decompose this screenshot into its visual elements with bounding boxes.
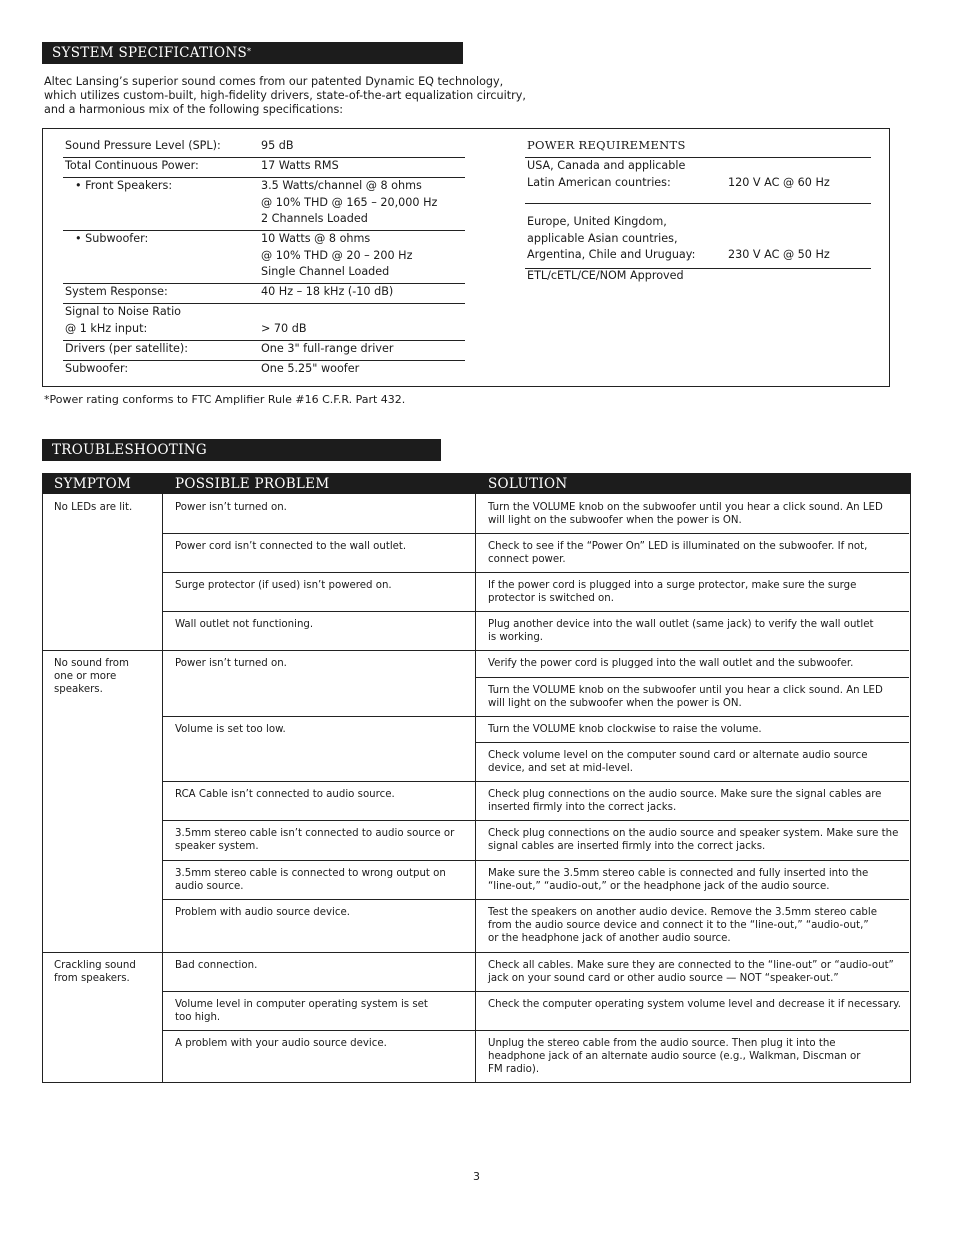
spec-row: [63, 341, 465, 361]
symptom-cell: No LEDs are lit.: [54, 502, 133, 513]
solution-cell: Turn the VOLUME knob on the subwoofer until you hear a click sound. An LED will light on the subwoofer when the power is ON.: [488, 685, 883, 709]
row-divider: [163, 860, 909, 861]
spec-value: [261, 284, 393, 301]
spec-value-line: 17 Watts RMS: [261, 159, 339, 172]
specs-intro: [44, 75, 544, 117]
problem-cell: Power isn’t turned on.: [175, 658, 287, 669]
page-number: 3: [473, 1170, 480, 1183]
spec-value-line: 40 Hz – 18 kHz (-10 dB): [261, 285, 394, 298]
problem-cell: Power isn’t turned on.: [175, 502, 287, 513]
spec-row: [63, 178, 465, 231]
spec-label-line: Sound Pressure Level (SPL):: [65, 139, 221, 152]
spec-value: [261, 231, 412, 281]
intro-line: Altec Lansing’s superior sound comes from our patented Dynamic EQ technology,: [44, 75, 504, 88]
solution-cell: Turn the VOLUME knob clockwise to raise the volume.: [488, 724, 762, 735]
problem-cell: Surge protector (if used) isn’t powered on.: [175, 580, 392, 591]
power-title: POWER REQUIREMENTS: [525, 138, 871, 158]
spec-value-line: 3.5 Watts/channel @ 8 ohms: [261, 179, 422, 192]
spec-value-line: [261, 304, 307, 321]
problem-cell: Bad connection.: [175, 960, 258, 971]
solution-cell: Check plug connections on the audio source. Make sure the signal cables are inserted firmly into the correct jacks.: [488, 789, 882, 813]
spec-label-line: System Response:: [65, 285, 168, 298]
spec-value: [261, 304, 307, 337]
spec-value-line: > 70 dB: [261, 321, 307, 335]
power-value: 230 V AC @ 50 Hz: [728, 248, 830, 261]
column-divider: [162, 494, 163, 1082]
problem-cell: Power cord isn’t connected to the wall outlet.: [175, 541, 407, 552]
problem-cell: Volume level in computer operating system is set too high.: [175, 999, 428, 1023]
specs-title-mark: *: [247, 47, 252, 56]
spec-value-line: 95 dB: [261, 139, 294, 152]
specifications-box: [42, 128, 890, 387]
troubleshooting-title-text: TROUBLESHOOTING: [52, 442, 207, 458]
intro-line: which utilizes custom-built, high-fidelity drivers, state-of-the-art equalization circuitry,: [44, 89, 526, 102]
spec-label: [65, 361, 128, 378]
row-divider: [43, 952, 909, 953]
row-divider: [476, 677, 909, 678]
spec-label: [65, 341, 188, 358]
spec-value-line: @ 10% THD @ 20 – 200 Hz: [261, 248, 413, 262]
row-divider: [476, 742, 909, 743]
power-value: 120 V AC @ 60 Hz: [728, 175, 830, 189]
power-label-line: Europe, United Kingdom,: [527, 215, 667, 228]
solution-cell: Verify the power cord is plugged into the wall outlet and the subwoofer.: [488, 658, 854, 669]
row-divider: [163, 1030, 909, 1031]
row-divider: [163, 572, 909, 573]
column-divider: [475, 494, 476, 1082]
spec-label-line: Signal to Noise Ratio: [65, 305, 182, 318]
solution-cell: Check all cables. Make sure they are connected to the “line-out” or “audio-out” jack on your sound card or other audio source — NOT “speaker-out.”: [488, 960, 894, 984]
solution-cell: Test the speakers on another audio device. Remove the 3.5mm stereo cable from the audio source device and connect it to the “line-out,” “audio-out,” or the headphone jack of another audio source.: [488, 907, 877, 944]
spec-label-line: Drivers (per satellite):: [65, 342, 188, 355]
row-divider: [163, 899, 909, 900]
spec-value-line: One 5.25" woofer: [261, 362, 360, 375]
spec-label-line: Total Continuous Power:: [65, 159, 199, 172]
power-label-line: applicable Asian countries,: [527, 231, 678, 245]
problem-cell: 3.5mm stereo cable isn’t connected to audio source or speaker system.: [175, 828, 455, 852]
power-section-americas: [525, 158, 871, 204]
spec-label-line: • Front Speakers:: [75, 179, 173, 192]
power-label-line: USA, Canada and applicable: [527, 159, 686, 172]
spec-label: [75, 231, 148, 248]
power-label-line: Argentina, Chile and Uruguay:: [527, 248, 696, 261]
spec-value-line: One 3" full-range driver: [261, 342, 394, 355]
solution-cell: Plug another device into the wall outlet (same jack) to verify the wall outlet is working.: [488, 619, 874, 643]
problem-cell: Problem with audio source device.: [175, 907, 350, 918]
row-divider: [163, 533, 909, 534]
problem-cell: A problem with your audio source device.: [175, 1038, 387, 1049]
spec-label-line: • Subwoofer:: [75, 232, 149, 245]
row-divider: [163, 820, 909, 821]
problem-cell: Wall outlet not functioning.: [175, 619, 314, 630]
solution-cell: Check volume level on the computer sound card or alternate audio source device, and set at mid-level.: [488, 750, 868, 774]
solution-cell: Turn the VOLUME knob on the subwoofer until you hear a click sound. An LED will light on the subwoofer when the power is ON.: [488, 502, 883, 526]
spec-label: [65, 138, 221, 155]
specs-section-title: [42, 42, 463, 64]
spec-label: [65, 158, 199, 175]
power-label-line: Latin American countries:: [527, 175, 671, 189]
solution-cell: Check to see if the “Power On” LED is illuminated on the subwoofer. If not, connect power.: [488, 541, 868, 565]
spec-label: [75, 178, 172, 195]
spec-label-line: @ 1 kHz input:: [65, 321, 148, 335]
header-solution: SOLUTION: [488, 476, 568, 492]
row-divider: [163, 781, 909, 782]
spec-value: [261, 341, 393, 358]
spec-value: [261, 361, 359, 378]
solution-cell: Make sure the 3.5mm stereo cable is connected and fully inserted into the “line-out,” “audio-out,” or the headphone jack of the audio source.: [488, 868, 869, 892]
row-divider: [163, 611, 909, 612]
spec-row: [63, 304, 465, 341]
spec-value-line: Single Channel Loaded: [261, 265, 390, 278]
intro-line: and a harmonious mix of the following specifications:: [44, 103, 344, 116]
row-divider: [163, 716, 909, 717]
approval-text: ETL/cETL/CE/NOM Approved: [527, 269, 684, 282]
spec-row: [63, 231, 465, 284]
power-section-international: [525, 214, 871, 269]
specs-title-text: SYSTEM SPECIFICATIONS: [52, 45, 248, 61]
row-divider: [43, 650, 909, 651]
spec-value-line: 2 Channels Loaded: [261, 212, 368, 225]
problem-cell: Volume is set too low.: [175, 724, 286, 735]
spec-value: [261, 178, 437, 228]
spec-row: [63, 158, 465, 178]
power-footnote: *Power rating conforms to FTC Amplifier Rule #16 C.F.R. Part 432.: [44, 393, 406, 406]
troubleshooting-table-header: [42, 473, 911, 494]
spec-row: [63, 361, 465, 381]
spec-label-line: Subwoofer:: [65, 362, 129, 375]
spec-value: [261, 158, 339, 175]
troubleshooting-table: [42, 494, 911, 1083]
spec-label: [65, 284, 168, 301]
solution-cell: Check the computer operating system volume level and decrease it if necessary.: [488, 999, 901, 1010]
spec-value: [261, 138, 294, 155]
symptom-cell: Crackling sound from speakers.: [54, 960, 136, 984]
troubleshooting-section-title: [42, 439, 441, 461]
problem-cell: 3.5mm stereo cable is connected to wrong output on audio source.: [175, 868, 446, 892]
spec-value-line: 10 Watts @ 8 ohms: [261, 232, 371, 245]
row-divider: [163, 991, 909, 992]
spec-row: [63, 284, 465, 304]
spec-row: [63, 138, 465, 158]
problem-cell: RCA Cable isn’t connected to audio source.: [175, 789, 395, 800]
spec-label: [65, 304, 181, 337]
header-symptom: SYMPTOM: [54, 476, 132, 492]
spec-value-line: @ 10% THD @ 165 – 20,000 Hz: [261, 195, 438, 209]
symptom-cell: No sound from one or more speakers.: [54, 658, 129, 695]
header-possible-problem: POSSIBLE PROBLEM: [175, 476, 330, 492]
solution-cell: If the power cord is plugged into a surge protector, make sure the surge protector is switched on.: [488, 580, 857, 604]
solution-cell: Unplug the stereo cable from the audio source. Then plug it into the headphone jack of an alternate audio source (e.g., Walkman, Discman or FM radio).: [488, 1038, 861, 1075]
solution-cell: Check plug connections on the audio source and speaker system. Make sure the signal cables are inserted firmly into the correct jacks.: [488, 828, 899, 852]
